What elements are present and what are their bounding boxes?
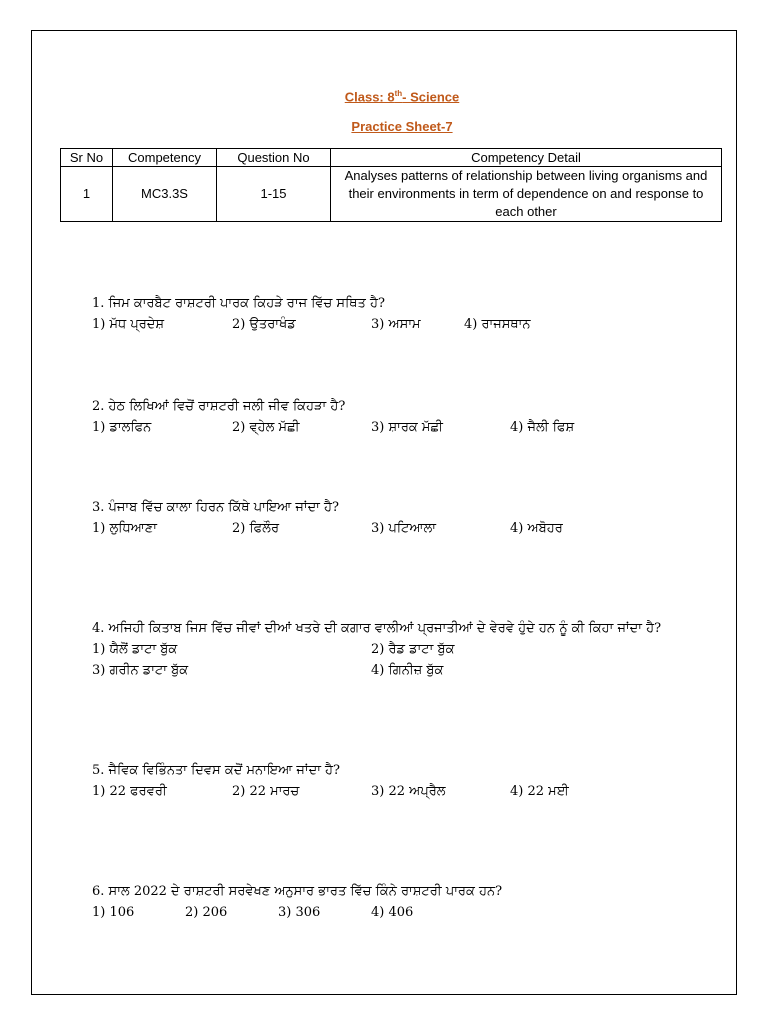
- table-row: [61, 167, 722, 222]
- option-2: 2) 206: [185, 905, 228, 920]
- question-5: [92, 760, 712, 802]
- class-heading: Class: 8th- Science: [344, 89, 460, 105]
- question-1: [92, 293, 712, 335]
- cell-sr-no: 1: [61, 167, 113, 222]
- option-1: 1) ਲੁਧਿਆਣਾ: [92, 521, 157, 536]
- option-3: 3) ਗਰੀਨ ਡਾਟਾ ਬੁੱਕ: [92, 663, 189, 678]
- question-stem: 2. ਹੇਠ ਲਿਖਿਆਂ ਵਿਚੋਂ ਰਾਸ਼ਟਰੀ ਜਲੀ ਜੀਵ ਕਿਹੜਾ ਹੈ?: [92, 399, 346, 414]
- option-1: 1) 106: [92, 905, 135, 920]
- option-1: 1) ਮੱਧ ਪ੍ਰਦੇਸ਼: [92, 317, 165, 332]
- col-header-question-no: Question No: [217, 149, 331, 167]
- question-3: [92, 497, 712, 539]
- option-2: 2) ਵ੍ਹੇਲ ਮੱਛੀ: [232, 420, 300, 435]
- option-3: 3) 306: [278, 905, 321, 920]
- question-stem: 4. ਅਜਿਹੀ ਕਿਤਾਬ ਜਿਸ ਵਿੱਚ ਜੀਵਾਂ ਦੀਆਂ ਖਤਰੇ ਦੀ ਕਗਾਰ ਵਾਲੀਆਂ ਪ੍ਰਜਾਤੀਆਂ ਦੇ ਵੇਰਵੇ ਹੁੰਦੇ ਹਨ ਨੂੰ ਕੀ ਕਿਹਾ ਜਾਂਦਾ ਹੈ?: [92, 621, 662, 636]
- option-2: 2) ਉਤਰਾਖੰਡ: [232, 317, 296, 332]
- question-stem: 3. ਪੰਜਾਬ ਵਿੱਚ ਕਾਲਾ ਹਿਰਨ ਕਿੱਥੇ ਪਾਇਆ ਜਾਂਦਾ ਹੈ?: [92, 500, 339, 515]
- question-2: [92, 396, 712, 438]
- option-4: 4) ਅਬੋਹਰ: [510, 521, 563, 536]
- option-2: 2) ਫਿਲੌਰ: [232, 521, 279, 536]
- option-1: 1) ਯੈਲੋਂ ਡਾਟਾ ਬੁੱਕ: [92, 642, 178, 657]
- option-4: 4) ਜੈਲੀ ਫਿਸ਼: [510, 420, 575, 435]
- practice-sheet-heading: Practice Sheet-7: [351, 119, 453, 134]
- option-2: 2) ਰੈਡ ਡਾਟਾ ਬੁੱਕ: [371, 642, 455, 657]
- option-4: 4) ਰਾਜਸਥਾਨ: [464, 317, 531, 332]
- option-3: 3) ਅਸਾਮ: [371, 317, 421, 332]
- question-stem: 1. ਜਿਮ ਕਾਰਬੈਟ ਰਾਸ਼ਟਰੀ ਪਾਰਕ ਕਿਹੜੇ ਰਾਜ ਵਿੱਚ ਸਥਿਤ ਹੈ?: [92, 296, 385, 311]
- option-1: 1) ਡਾਲਫਿਨ: [92, 420, 152, 435]
- options-row: [92, 417, 712, 438]
- cell-competency-detail: Analyses patterns of relationship between living organisms and their environments in term of dependence on and response to each other: [331, 167, 722, 222]
- option-3: 3) 22 ਅਪ੍ਰੈਲ: [371, 784, 446, 799]
- col-header-sr-no: Sr No: [61, 149, 113, 167]
- cell-question-no: 1-15: [217, 167, 331, 222]
- question-stem: 6. ਸਾਲ 2022 ਦੇ ਰਾਸ਼ਟਰੀ ਸਰਵੇਖਣ ਅਨੁਸਾਰ ਭਾਰਤ ਵਿੱਚ ਕਿੰਨੇ ਰਾਸ਼ਟਰੀ ਪਾਰਕ ਹਨ?: [92, 884, 503, 899]
- options-row: [92, 781, 712, 802]
- option-2: 2) 22 ਮਾਰਚ: [232, 784, 300, 799]
- options-row: [92, 902, 712, 923]
- table-header-row: [61, 149, 722, 167]
- col-header-competency: Competency: [113, 149, 217, 167]
- option-4: 4) ਗਿਨੀਜ਼ ਬੁੱਕ: [371, 663, 444, 678]
- question-6: [92, 881, 712, 923]
- option-3: 3) ਪਟਿਆਲਾ: [371, 521, 437, 536]
- option-1: 1) 22 ਫਰਵਰੀ: [92, 784, 167, 799]
- options-row: [92, 518, 712, 539]
- option-4: 4) 406: [371, 905, 414, 920]
- col-header-competency-detail: Competency Detail: [331, 149, 722, 167]
- option-3: 3) ਸ਼ਾਰਕ ਮੱਛੀ: [371, 420, 443, 435]
- options-row: [92, 660, 712, 681]
- question-stem: 5. ਜੈਵਿਕ ਵਿਭਿੰਨਤਾ ਦਿਵਸ ਕਦੋਂ ਮਨਾਇਆ ਜਾਂਦਾ ਹੈ?: [92, 763, 340, 778]
- option-4: 4) 22 ਮਈ: [510, 784, 569, 799]
- cell-competency: MC3.3S: [113, 167, 217, 222]
- question-4: [92, 618, 712, 681]
- options-row: [92, 314, 712, 335]
- options-row: [92, 639, 712, 660]
- competency-table: [60, 148, 722, 222]
